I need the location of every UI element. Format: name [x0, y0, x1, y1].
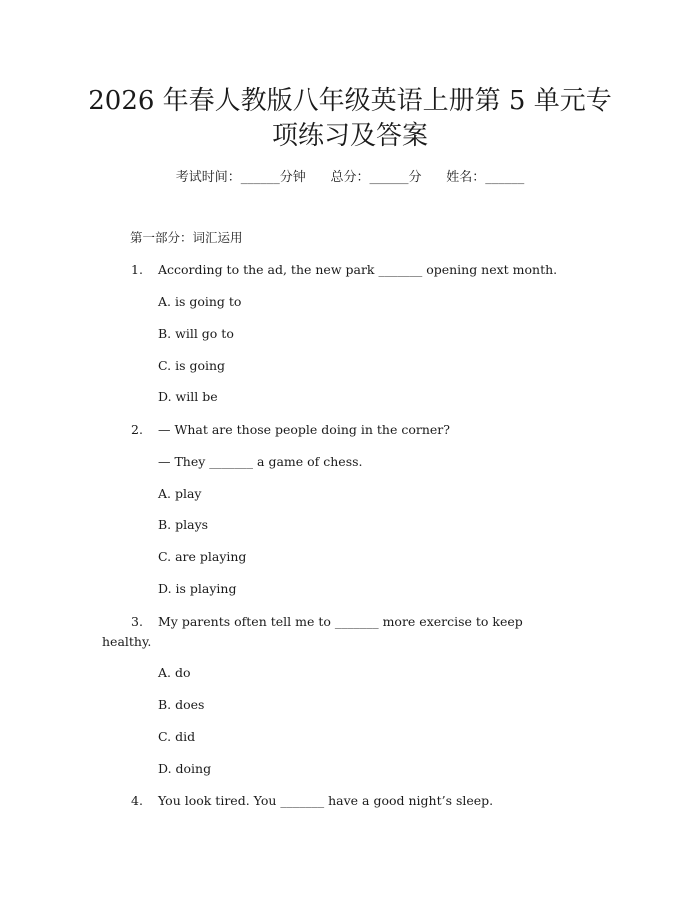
document-title-line-1: 2026 年春人教版八年级英语上册第 5 单元专 — [88, 86, 612, 116]
question-2-option-d: D. is playing — [158, 581, 237, 596]
question-1-number: 1. — [131, 262, 143, 277]
question-2-text-line-2: — They _______ a game of chess. — [158, 454, 363, 469]
question-2-option-b: B. plays — [158, 517, 209, 532]
question-4-number: 4. — [131, 793, 143, 808]
question-1-option-b: B. will go to — [158, 326, 234, 341]
question-2-option-c: C. are playing — [158, 549, 247, 564]
question-3-text-wrap: healthy. — [102, 634, 152, 649]
question-3-text: My parents often tell me to _______ more exercise to keep — [158, 614, 523, 629]
question-3-option-c: C. did — [158, 729, 196, 744]
question-3-number: 3. — [131, 614, 143, 629]
question-3-option-d: D. doing — [158, 761, 212, 776]
question-2-text-line-1: — What are those people doing in the corner? — [158, 422, 450, 437]
section-title: 第一部分：词汇运用 — [130, 230, 243, 245]
question-1-option-a: A. is going to — [158, 294, 242, 309]
question-2-number: 2. — [131, 422, 143, 437]
exam-info-line: 考试时间：______分钟 总分：______分 姓名：______ — [175, 170, 525, 185]
question-1-option-d: D. will be — [158, 389, 218, 404]
question-4-text: You look tired. You _______ have a good night’s sleep. — [158, 793, 494, 808]
document-title-line-2: 项练习及答案 — [271, 121, 428, 151]
question-1-option-c: C. is going — [158, 358, 226, 373]
question-3-option-b: B. does — [158, 697, 205, 712]
question-3-option-a: A. do — [158, 665, 191, 680]
question-2-option-a: A. play — [158, 486, 202, 501]
question-1-text: According to the ad, the new park _______ opening next month. — [158, 262, 558, 277]
